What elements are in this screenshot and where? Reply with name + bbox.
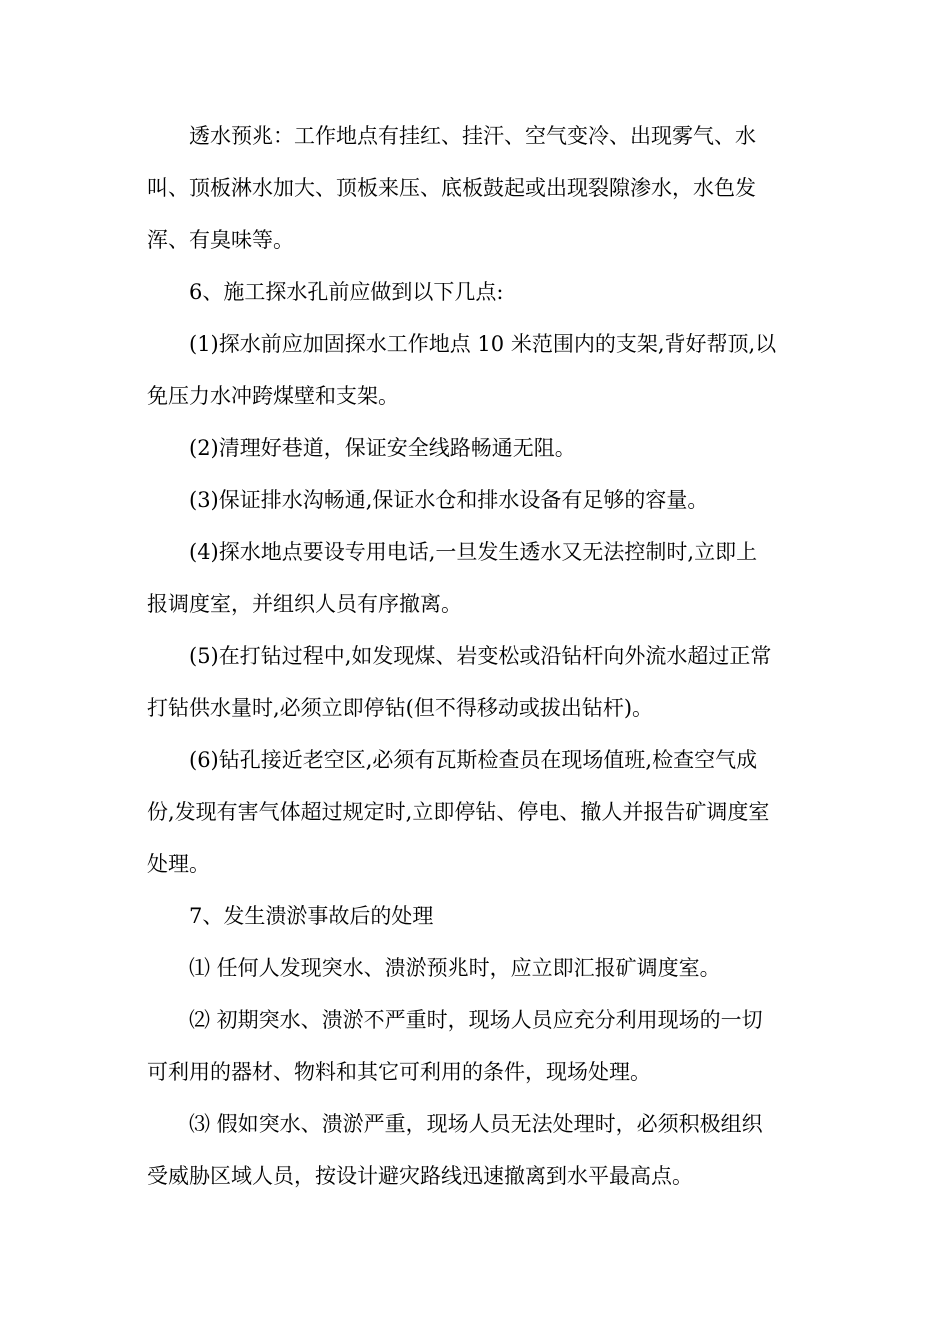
- text-line: 受威胁区域人员，按设计避灾路线迅速撤离到水平最高点。: [147, 1164, 693, 1188]
- text-line: 报调度室，并组织人员有序撤离。: [147, 592, 462, 616]
- text-line: 浑、有臭味等。: [147, 228, 294, 252]
- text-line: 处理。: [147, 852, 210, 876]
- text-line: 可利用的器材、物料和其它可利用的条件，现场处理。: [147, 1060, 651, 1084]
- text-line: (4)探水地点要设专用电话,一旦发生透水又无法控制时,立即上: [189, 540, 758, 564]
- text-line: ⑴ 任何人发现突水、溃淤预兆时，应立即汇报矿调度室。: [189, 956, 721, 980]
- text-line: ⑶ 假如突水、溃淤严重，现场人员无法处理时，必须积极组织: [189, 1112, 763, 1136]
- text-line: 透水预兆：工作地点有挂红、挂汗、空气变冷、出现雾气、水: [189, 124, 756, 148]
- text-line: (3)保证排水沟畅通,保证水仓和排水设备有足够的容量。: [189, 488, 709, 512]
- text-line: (6)钻孔接近老空区,必须有瓦斯检查员在现场值班,检查空气成: [189, 748, 758, 772]
- text-line: 叫、顶板淋水加大、顶板来压、底板鼓起或出现裂隙渗水，水色发: [147, 176, 756, 200]
- text-line: 免压力水冲跨煤壁和支架。: [147, 384, 399, 408]
- text-line: (2)清理好巷道，保证安全线路畅通无阻。: [189, 436, 576, 460]
- text-line: (5)在打钻过程中,如发现煤、岩变松或沿钻杆向外流水超过正常: [189, 644, 772, 668]
- section-heading: 7、发生溃淤事故后的处理: [189, 904, 434, 928]
- section-heading: 6、施工探水孔前应做到以下几点:: [189, 280, 504, 304]
- text-line: ⑵ 初期突水、溃淤不严重时，现场人员应充分利用现场的一切: [189, 1008, 763, 1032]
- text-line: 打钻供水量时,必须立即停钻(但不得移动或拔出钻杆)。: [147, 696, 654, 720]
- text-line: 份,发现有害气体超过规定时,立即停钻、停电、撤人并报告矿调度室: [147, 800, 770, 824]
- text-line: (1)探水前应加固探水工作地点 10 米范围内的支架,背好帮顶,以: [189, 332, 777, 356]
